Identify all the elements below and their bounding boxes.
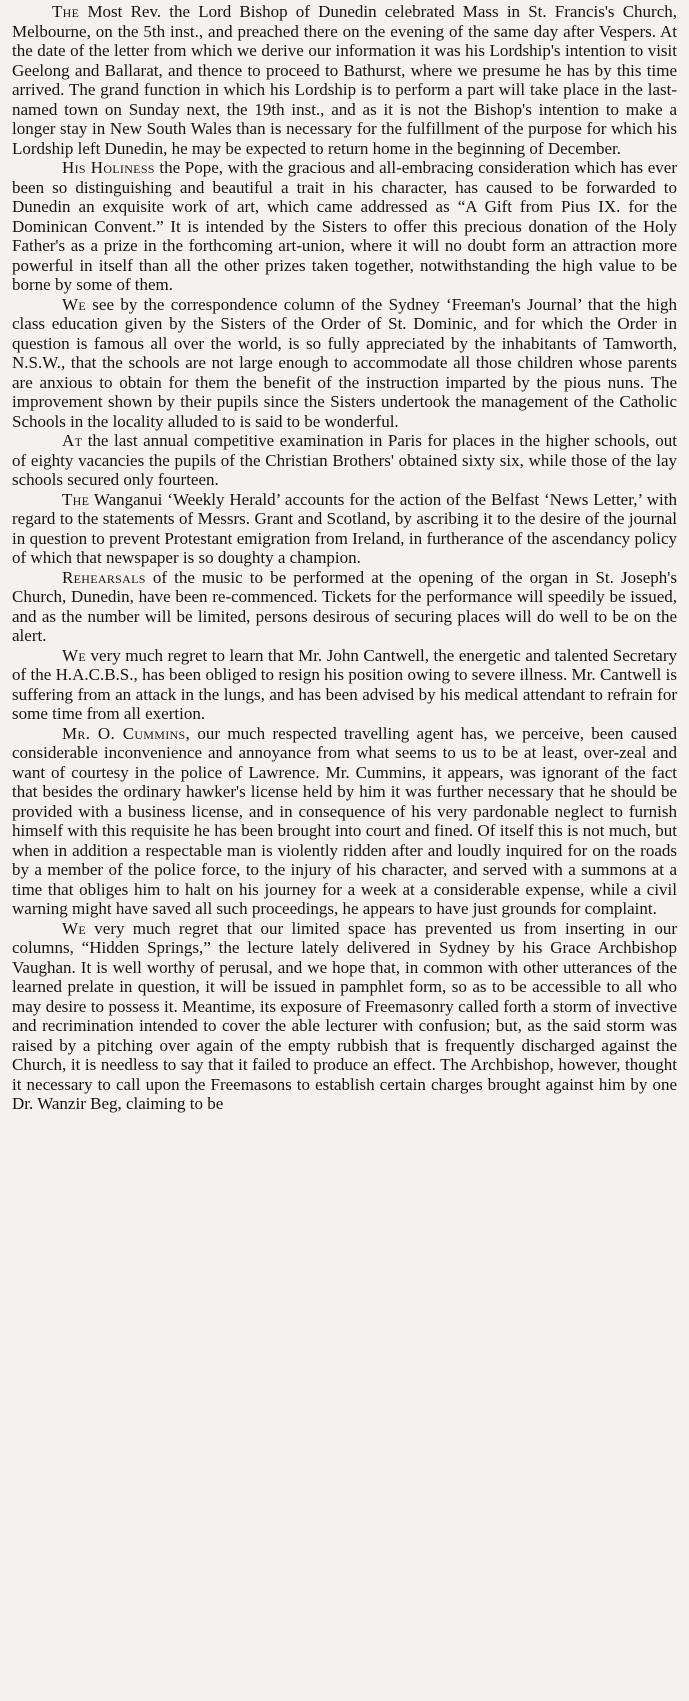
paragraph-lead: Mr. O. Cummins,: [62, 723, 191, 743]
paragraph-text: Most Rev. the Lord Bishop of Dunedin celebrated Mass in St. Francis's Church, Melbourne, on the 5th inst., and preached there on the evening of the same day after Vespers. At the date of the letter from which we derive our information it was his Lordship's intention to visit Geelong and Ballarat, and thence to proceed to Bathurst, where we presume he has by this time arrived. The grand function in which his Lordship is to perform a part will take place in the last-named town on Sunday next, the 19th inst., and as it is not the Bishop's intention to make a longer stay in New South Wales than is necessary for the fulfillment of the purpose for which his Lordship left Dunedin, he may be expected to return home in the beginning of December.: [12, 2, 677, 158]
paragraph-hidden-springs: [12, 919, 677, 1114]
paragraph-lead: We: [62, 294, 86, 314]
paragraph-lead: At: [62, 431, 83, 450]
paragraph-text: the last annual competitive examination in Paris for places in the higher schools, out of eighty vacancies the pupils of the Christian Brothers' obtained sixty six, while those of the lay schools secured only fourteen.: [12, 431, 677, 489]
paragraph-text: see by the correspondence column of the Sydney ‘Freeman's Journal’ that the high class education given by the Sisters of the Order of St. Dominic, and for which the Order in question is famous all over the world, is so fully appreciated by the inhabitants of Tamworth, N.S.W., that the schools are not large enough to accommodate all those children whose parents are anxious to obtain for them the benefit of the instruction imparted by the pious nuns. The improvement shown by their pupils since the Sisters undertook the management of the Catholic Schools in the locality alluded to is said to be wonderful.: [12, 294, 677, 431]
paragraph-text: of the music to be performed at the opening of the organ in St. Joseph's Church, Dunedin, have been re-commenced. Tickets for the performance will speedily be issued, and as the number will be limited, persons desirous of securing places will do well to be on the alert.: [12, 567, 677, 645]
paragraph-text: very much regret to learn that Mr. John Cantwell, the energetic and talented Secretary of the H.A.C.B.S., has been obliged to resign his position owing to severe illness. Mr. Cantwell is suffering from an attack in the lungs, and has been advised by his medical attendant to refrain for some time from all exertion.: [12, 645, 677, 723]
paragraph-lead: His Holiness: [62, 158, 155, 177]
paragraph-lead: We: [62, 918, 86, 938]
paragraph-text: the Pope, with the gracious and all-embracing consideration which has ever been so distinguishing and beautiful a trait in his character, has caused to be forwarded to Dunedin an exquisite work of art, which came addressed as “A Gift from Pius IX. for the Dominican Convent.” It is intended by the Sisters to offer this precious donation of the Holy Father's as a prize in the forthcoming art-union, where it will no doubt form an attraction more powerful in itself than all the other prizes taken together, notwithstanding the high value to be borne by some of them.: [12, 158, 677, 294]
paragraph-cummins: [12, 724, 677, 919]
paragraph-lead: The: [52, 2, 80, 21]
paragraph-cantwell: [12, 646, 677, 724]
paragraph-text: our much respected travelling agent has, we perceive, been caused considerable inconvenience and annoyance from what seems to us to be at least, over-zeal and want of courtesy in the police of Lawrence. Mr. Cummins, it appears, was ignorant of the fact that besides the ordinary hawker's license held by him it was further necessary that he should be provided with a business license, and in consequence of his very pardonable neglect to furnish himself with this requisite he has been brought into court and fined. Of itself this is not much, but when in addition a respectable man is violently ridden after and loudly inquired for on the roads by a member of the police force, to the injury of his character, and served with a summons at a time that obliges him to halt on his journey for a week at a considerable expense, while a civil warning might have saved all such proceedings, he appears to have just grounds for complaint.: [12, 723, 677, 918]
paragraph-wanganui-herald: [12, 490, 677, 568]
paragraph-lead: Rehearsals: [62, 567, 146, 587]
paragraph-tamworth-schools: [12, 295, 677, 432]
paragraph-rehearsals: [12, 568, 677, 646]
paragraph-lead: The: [62, 489, 90, 509]
paragraph-text: very much regret that our limited space has prevented us from inserting in our columns, “Hidden Springs,” the lecture lately delivered in Sydney by his Grace Archbishop Vaughan. It is well worthy of perusal, and we hope that, in common with other utterances of the learned prelate in question, it will be issued in pamphlet form, so as to be accessible to all who may desire to possess it. Meantime, its exposure of Freemasonry called forth a storm of invective and recrimination intended to cover the able lecturer with confusion; but, as the said storm was raised by a pitching over again of the empty rubbish that is frequently discharged against the Church, it is needless to say that it failed to produce an effect. The Archbishop, however, thought it necessary to call upon the Freemasons to establish certain charges brought against him by one Dr. Wanzir Beg, claiming to be: [12, 918, 677, 1113]
paragraph-lead: We: [62, 645, 86, 665]
paragraph-bishop-dunedin: [12, 2, 677, 158]
paragraph-pope-gift: [12, 158, 677, 295]
paragraph-paris-examination: [12, 431, 677, 490]
paragraph-text: Wanganui ‘Weekly Herald’ accounts for the action of the Belfast ‘News Letter,’ with regard to the statements of Messrs. Grant and Scotland, by ascribing it to the desire of the journal in question to prevent Protestant emigration from Ireland, in furtherance of the ascendancy policy of which that newspaper is so doughty a champion.: [12, 489, 677, 567]
